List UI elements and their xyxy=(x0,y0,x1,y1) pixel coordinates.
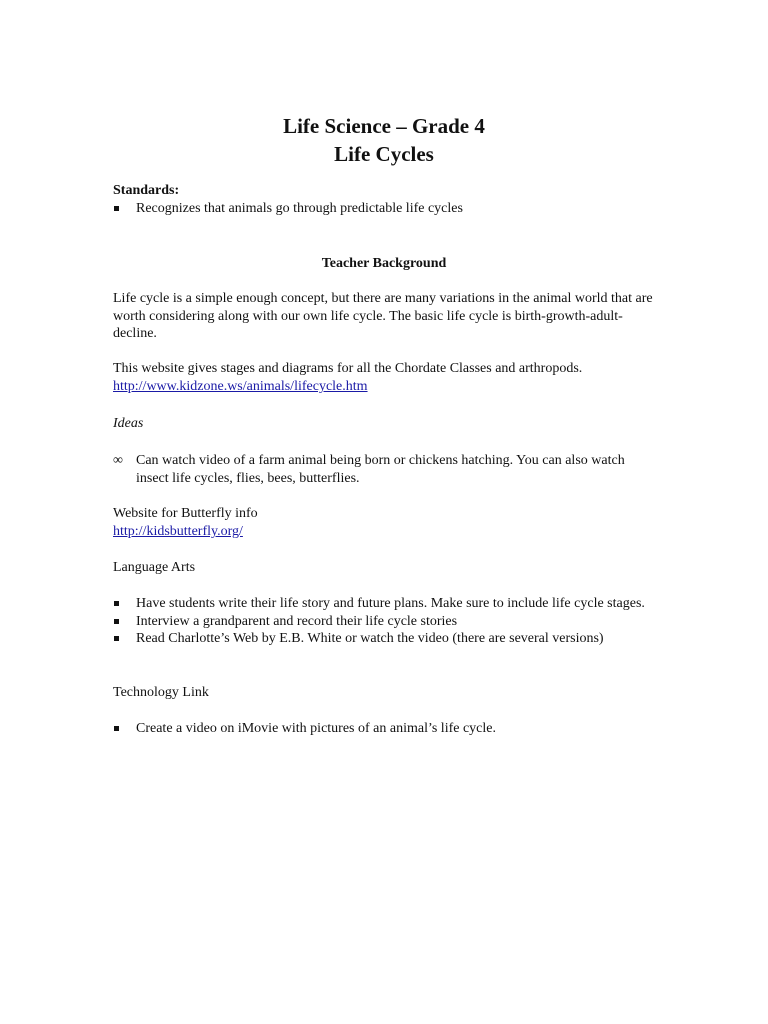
list-item xyxy=(113,613,658,631)
page-subtitle: Life Cycles xyxy=(334,142,434,166)
square-bullet-icon xyxy=(114,206,119,211)
square-bullet-icon xyxy=(114,726,119,731)
language-arts-list xyxy=(113,595,658,648)
page-title: Life Science – Grade 4 xyxy=(283,114,485,138)
square-bullet-icon xyxy=(114,601,119,606)
teacher-background-paragraph: Life cycle is a simple enough concept, but there are many variations in the animal world that are worth considering along with our own life cycle. The basic life cycle is birth-growth-adult-decline. xyxy=(113,291,653,341)
kidzone-link[interactable]: http://www.kidzone.ws/animals/lifecycle.htm xyxy=(113,379,368,394)
language-arts-item-text: Interview a grandparent and record their life cycle stories xyxy=(136,613,458,629)
infinity-bullet-icon: ∞ xyxy=(113,453,123,468)
ideas-heading: Ideas xyxy=(113,416,144,431)
standards-item-text: Recognizes that animals go through predictable life cycles xyxy=(136,201,463,216)
teacher-background-heading: Teacher Background xyxy=(321,256,447,271)
list-item xyxy=(113,720,658,738)
standards-list xyxy=(113,200,658,218)
kidsbutterfly-link[interactable]: http://kidsbutterfly.org/ xyxy=(113,524,243,539)
technology-heading: Technology Link xyxy=(113,685,209,700)
list-item xyxy=(113,452,658,487)
butterfly-link-line xyxy=(113,523,658,541)
ideas-list xyxy=(113,452,658,487)
technology-item-text: Create a video on iMovie with pictures of an animal’s life cycle. xyxy=(136,721,496,736)
list-item xyxy=(113,630,658,648)
technology-list xyxy=(113,720,658,738)
square-bullet-icon xyxy=(114,619,119,624)
butterfly-label: Website for Butterfly info xyxy=(113,506,258,521)
standards-heading: Standards: xyxy=(113,183,180,198)
language-arts-item-text: Read Charlotte’s Web by E.B. White or watch the video (there are several versions) xyxy=(136,631,604,646)
list-item xyxy=(113,200,658,218)
square-bullet-icon xyxy=(114,636,119,641)
ideas-item-text: Can watch video of a farm animal being born or chickens hatching. You can also watch insect life cycles, flies, bees, butterflies. xyxy=(136,453,625,486)
language-arts-item-text: Have students write their life story and future plans. Make sure to include life cycle stages. xyxy=(136,596,645,611)
chordate-website-line xyxy=(113,378,658,396)
chordate-website-text: This website gives stages and diagrams for all the Chordate Classes and arthropods. xyxy=(113,361,583,376)
list-item xyxy=(113,595,658,613)
language-arts-heading: Language Arts xyxy=(113,560,196,575)
